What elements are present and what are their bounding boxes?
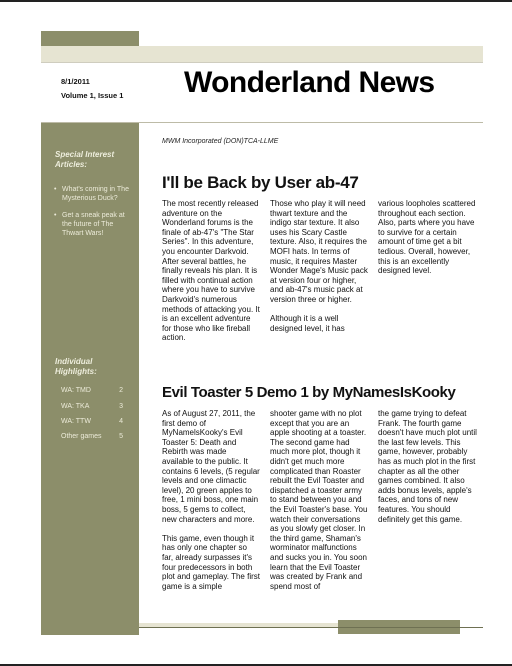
page-top-border (0, 0, 512, 2)
newsletter-masthead: Wonderland News (184, 66, 435, 99)
header-accent-bar (41, 46, 483, 62)
article-2-column-1 (162, 409, 260, 601)
highlight-label: WA: TMD (61, 387, 91, 394)
article-2-column-3 (378, 409, 480, 534)
article-2-column-2 (270, 409, 368, 601)
article-2-paragraph: As of August 27, 2011, the first demo of MyNamelsKooky's Evil Toaster 5: Death and Rebirth was made available to the public. It contains 6 levels, (5 regular levels and one climactic level), 20 green apples to free, 1 mini boss, one main boss, 5 gems to collect, new characters and more. (162, 409, 260, 524)
header-top-rule (41, 62, 483, 63)
article-1-column-3 (378, 199, 480, 285)
sidebar-interest-list (54, 186, 132, 248)
highlight-label: Other games (61, 433, 102, 440)
highlight-page-number: 2 (119, 387, 123, 394)
header-accent-tab (41, 31, 139, 46)
article-2-paragraph: This game, even though it has only one chapter so far, already surpasses it's four predecessors in both plot and gameplay. The first game is a simple (162, 533, 260, 591)
sidebar-interest-heading: Special Interest Articles: (55, 150, 115, 169)
highlight-label: WA: TTW (61, 418, 91, 425)
article-1-column-2 (270, 199, 368, 343)
sidebar-highlights-heading: Individual Highlights: (55, 357, 97, 376)
article-2-paragraph: the game trying to defeat Frank. The fourth game doesn't have much plot until the last few levels. This game, however, probably has as much plot in the first chapter as all the other games combined. It also adds bonus levels, apple's faces, and tons of new features. You should definitely get this game. (378, 409, 477, 524)
highlight-page-number: 5 (119, 433, 123, 440)
highlight-page-number: 3 (119, 403, 123, 410)
issue-date: 8/1/2011 (61, 77, 90, 86)
article-1-paragraph: The most recently released adventure on the Wonderland forums is the finale of ab-47's "The Star Series". In this adventure, you encounter Darkvoid. After several battles, he finally reveals his plan. It is filled with continual action where you have to survive Darkvoid's numerous methods of attacking you. It is an excellent adventure for those who like fireball action. (162, 199, 260, 343)
sidebar-interest-item[interactable]: • Get a sneak peak at the future of The Thwart Wars! (54, 212, 132, 238)
article-1-paragraph: Those who play it will need thwart texture and the indigo star texture. It also uses his Scary Castle texture. Also, it requires the MOFI hats. In terms of music, it requires Master Wonder Mage's Music pack at version four or higher, and ab-47's music pack at version three or higher. (270, 199, 368, 304)
footer-rule (139, 627, 483, 628)
issue-volume: Volume 1, Issue 1 (61, 91, 124, 100)
article-2-title: Evil Toaster 5 Demo 1 by MyNamesIsKooky (162, 384, 456, 401)
sidebar-interest-item[interactable]: • What's coming in The Mysterious Duck? (54, 186, 132, 203)
byline: MWM Incorporated (DON)TCA-LLME (162, 138, 279, 145)
article-1-column-1 (162, 199, 260, 353)
article-1-paragraph: Although it is a well designed level, it has (270, 314, 345, 333)
article-2-paragraph: shooter game with no plot except that you are an apple shooting at a toaster. The second game had much more plot, though it didn't get much more complicated than Roaster rebuilt the Evil Toaster and dispatched a toaster army to stand between you and the Evil Toaster's base. You watch their conversations as you slowly get closer. In the third game, Shaman's worminator malfunctions and sucks you in. You soon learn that the Evil Toaster was created by Frank and spend most of (270, 409, 368, 591)
article-1-title: I'll be Back by User ab-47 (162, 173, 359, 192)
highlight-page-number: 4 (119, 418, 123, 425)
highlight-label: WA: TKA (61, 403, 90, 410)
article-1-paragraph: various loopholes scattered throughout each section. Also, parts where you have to survive for a certain amount of time get a bit tedious. Overall, however, this is an excellently designed level. (378, 199, 476, 276)
